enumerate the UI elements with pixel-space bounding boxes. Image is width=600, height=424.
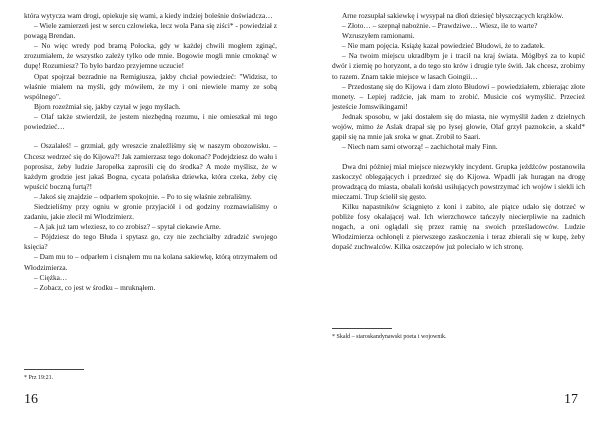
paragraph: – Przedostanę się do Kijowa i dam złoto Błudowi – powiedziałem, zbierając złote monety. – Lepiej radźcie, jak mam to zrobić. Musicie coś wymyślić. Przecież jesteście Jomswikingami! (332, 81, 585, 111)
paragraph: – A jak już tam wleziesz, to co zrobisz? – spytał ciekawie Arne. (34, 222, 221, 232)
paragraph: – Jakoś się znajdzie – odparłem spokojnie. – Po to się właśnie zebraliśmy. (34, 191, 252, 201)
paragraph: Siedzieliśmy przy ogniu w gronie przyjaciół i od godziny rozmawialiśmy o zadaniu, jakie zlecił mi Włodzimierz. (24, 201, 277, 222)
paragraph: Kilku napastników ściągnięto z koni i zabito, ale piątce udało się dotrzeć w pobliże fosy okalającej wał. Ich wierzchowce tańczyły niecierpliwie na zadnich nogach, a oni oglądali się przez ramię na swoich prześladowców. Ludzie Włodzimierza ochłonęli z pierwszego zaskoczenia i teraz zbierali się w kupę, żeby dopaść zuchwalców. Kilka oszczepów już poleciało w ich stronę. (332, 201, 585, 252)
paragraph: – Pójdziesz do tego Błuda i spytasz go, czy nie zechciałby zdradzić swojego księcia? (24, 232, 277, 252)
page-number: 17 (564, 392, 578, 407)
left-page-text (24, 11, 277, 293)
paragraph: Jednak sposobu, w jaki dostałem się do miasta, nie wymyślił żaden z dzielnych wojów, mimo że Aslak drapał się po łysej głowie, Olaf grzył paznokcie, a skald* gapił się na mnie jak sroka w gnat. Zrobił to Saari. (332, 111, 585, 142)
right-page-text (332, 11, 585, 252)
paragraph: – Oszalałeś! – grzmiał, gdy wreszcie znaleźliśmy się w naszym obozowisku. – Chcesz wedrzeć się do Kijowa?! Jak zamierzasz tego dokonać? Podejdziesz do wału i poprosisz, żeby ludzie Jaropełka zaprosili cię do środka? A może myślisz, że w każdym grodzie jest jakaś Bogna, cycata polańska dziewka, która czeka, żeby cię wpuścić boczną furtą?! (24, 141, 277, 191)
paragraph: – Nie mam pojęcia. Książę kazał powiedzieć Błudowi, że to zadatek. (342, 41, 545, 51)
page-number: 16 (24, 392, 38, 407)
paragraph: Dwa dni później miał miejsce niezwykły incydent. Grupka jeźdźców postanowiła zaskoczyć oblegających i przedrzeć się do Kijowa. Wpadli jak huragan na drogę prowadzącą do miasta, obalali koński usiłujących powstrzymać ich wojów i siekli ich mieczami. Trup ściełił się gęsto. (332, 161, 585, 201)
footnote-text: * Skald – staroskandynawski poeta i wojownik. (332, 334, 447, 340)
left-footnote (24, 369, 277, 382)
footnote-text: * Prz 19:21. (24, 375, 54, 381)
right-footnote (332, 328, 585, 341)
paragraph: – Dam mu to – odparłem i cisnąłem mu na kolana sakiewkę, którą otrzymałem od Włodzimierza. (24, 252, 277, 272)
footnote-rule (332, 328, 392, 329)
paragraph: – Zobacz, co jest w środku – mruknąłem. (34, 282, 156, 292)
paragraph: Bjorn rozeźmiał się, jakby czytał w jego myślach. (34, 101, 181, 111)
paragraph: – Wiele zamierzeń jest w sercu człowieka, lecz wola Pana się ziści* - powiedział z powagą Brendan. (24, 21, 277, 41)
paragraph: – Ciężka… (34, 272, 68, 282)
right-page (300, 0, 600, 424)
paragraph: – Olaf także stwierdził, że jestem niezbędną rozumu, i nie omieszkał mi tego powiedzieć… (24, 111, 277, 132)
paragraph: która wytycza wam drogi, opiekuje się wami, a kiedy indziej boleśnie doświadcza… (24, 11, 273, 20)
paragraph: – Niech nam sami otworzą! – zachichotał mały Finn. (342, 142, 498, 152)
footnote-rule (24, 369, 84, 370)
paragraph: Wzruszyłem ramionami. (342, 31, 415, 41)
paragraph: Opat spojrzał bezradnie na Remigiusza, jakby chciał powiedzieć: "Widzisz, to właśnie miałem na myśli, gdy mówiłem, że my i oni niewiele mamy ze sobą wspólnego". (24, 71, 277, 101)
paragraph: – No więc wredy pod bramą Połocka, gdy w każdej chwili mogłem zginąć, zrozumiałem, że wszystko zależy tylko ode mnie. Bogowie mogli mnie cmoknąć w dupę! Rozumiesz? To było bardzo przyjemne uczucie! (24, 41, 277, 71)
paragraph: Arne rozsupłał sakiewkę i wysypał na dłoń dziesięć błyszczących krążków. (342, 11, 564, 20)
paragraph: – Na twoim miejscu ukradłbym je i tracił na kraj świata. Mógłbyś za to kupić dwór i ziemię po horyzont, a do tego sto krów i drugie tyle świń. Jak chcesz, zrobimy to razem. Znam takie miejsce w lasach Goingii… (332, 51, 585, 81)
paragraph: – Złoto… – szepnął nabożnie. – Prawdziwe… Wiesz, ile to warte? (342, 21, 538, 31)
